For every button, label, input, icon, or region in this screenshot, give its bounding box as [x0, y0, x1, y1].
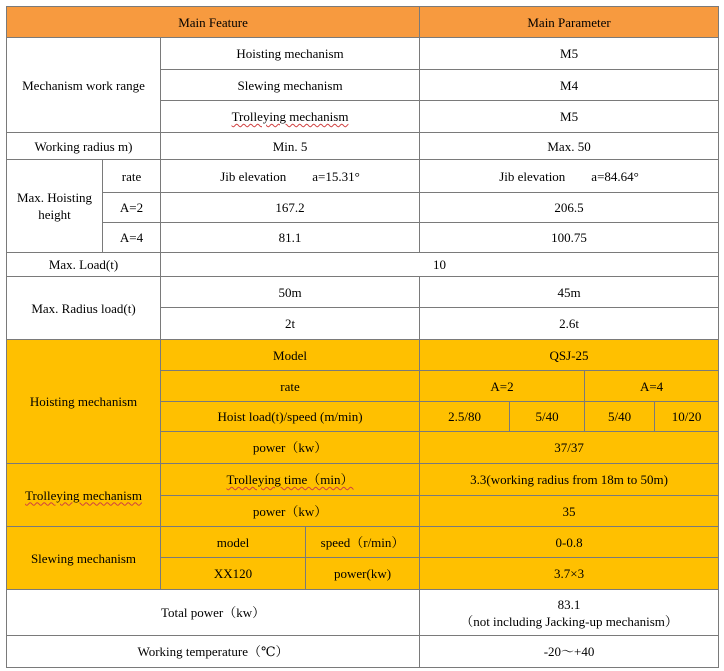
trolleying-mechanism-label: Trolleying mechanism [25, 487, 142, 503]
max-hoisting-height-label: Max. Hoisting height [7, 160, 103, 253]
working-radius-label: Working radius m) [7, 133, 161, 160]
table-row [7, 160, 719, 193]
hoist-load-speed-label: Hoist load(t)/speed (m/min) [161, 402, 420, 432]
hoisting-power-value: 37/37 [420, 432, 719, 464]
radius-45m: 45m [420, 277, 719, 308]
table-row [7, 340, 719, 371]
height-a2-max: 206.5 [420, 193, 719, 223]
working-temperature-label: Working temperature（℃） [7, 636, 420, 668]
slewing-model-label: model [161, 527, 306, 558]
header-main-feature: Main Feature [7, 7, 420, 38]
max-load-value: 10 [161, 253, 719, 277]
table-row [7, 38, 719, 70]
total-power-value: 83.1 [557, 596, 581, 612]
hoisting-rate-a4: A=4 [585, 371, 719, 402]
hoisting-rate-label: rate [161, 371, 420, 402]
working-temperature-value: -20～+40 [420, 636, 719, 668]
table-row [7, 527, 719, 558]
rate-a4-label: A=4 [103, 223, 161, 253]
work-range-label: Mechanism work range [7, 38, 161, 133]
header-main-parameter: Main Parameter [420, 7, 719, 38]
working-radius-max: Max. 50 [420, 133, 719, 160]
total-power-label: Total power（kw） [7, 590, 420, 636]
trolleying-class-label: Trolleying mechanism [231, 109, 349, 124]
table-row [7, 464, 719, 496]
trolleying-power-label: power（kw） [161, 496, 420, 527]
table-row [7, 590, 719, 636]
slewing-model-value: XX120 [161, 558, 306, 590]
table-row [7, 253, 719, 277]
hoist-load-speed-2: 5/40 [510, 402, 585, 432]
hoisting-class-value: M5 [420, 38, 719, 70]
load-2-6t: 2.6t [420, 308, 719, 340]
hoisting-power-label: power（kw） [161, 432, 420, 464]
rate-a2-label: A=2 [103, 193, 161, 223]
table-row [7, 277, 719, 308]
slewing-speed-value: 0-0.8 [420, 527, 719, 558]
height-a4-max: 100.75 [420, 223, 719, 253]
trolleying-power-value: 35 [420, 496, 719, 527]
hoisting-mechanism-label: Hoisting mechanism [7, 340, 161, 464]
hoist-load-speed-4: 10/20 [655, 402, 719, 432]
rate-label: rate [103, 160, 161, 193]
hoisting-rate-a2: A=2 [420, 371, 585, 402]
slewing-power-value: 3.7×3 [420, 558, 719, 590]
table-row [7, 133, 719, 160]
max-load-label: Max. Load(t) [7, 253, 161, 277]
jib-elevation-min: Jib elevation a=15.31° [161, 160, 420, 193]
total-power-cell [420, 590, 719, 636]
radius-50m: 50m [161, 277, 420, 308]
jib-elevation-max: Jib elevation a=84.64° [420, 160, 719, 193]
slewing-speed-label: speed（r/min） [306, 527, 420, 558]
slewing-class-label: Slewing mechanism [161, 70, 420, 101]
table-row [7, 193, 719, 223]
total-power-note: （not including Jacking-up mechanism） [460, 613, 678, 629]
table-row [7, 223, 719, 253]
table-row [7, 636, 719, 668]
max-radius-load-label: Max. Radius load(t) [7, 277, 161, 340]
hoisting-model-label: Model [161, 340, 420, 371]
load-2t: 2t [161, 308, 420, 340]
spec-table [6, 6, 719, 668]
height-a4-min: 81.1 [161, 223, 420, 253]
slewing-power-label: power(kw) [306, 558, 420, 590]
trolleying-time-value: 3.3(working radius from 18m to 50m) [420, 464, 719, 496]
hoist-load-speed-3: 5/40 [585, 402, 655, 432]
trolleying-time-label: Trolleying time（min） [226, 472, 354, 487]
header-row [7, 7, 719, 38]
hoist-load-speed-1: 2.5/80 [420, 402, 510, 432]
slewing-class-value: M4 [420, 70, 719, 101]
trolleying-class-value: M5 [420, 101, 719, 133]
slewing-mechanism-label: Slewing mechanism [7, 527, 161, 590]
height-a2-min: 167.2 [161, 193, 420, 223]
hoisting-class-label: Hoisting mechanism [161, 38, 420, 70]
hoisting-model-value: QSJ-25 [420, 340, 719, 371]
working-radius-min: Min. 5 [161, 133, 420, 160]
